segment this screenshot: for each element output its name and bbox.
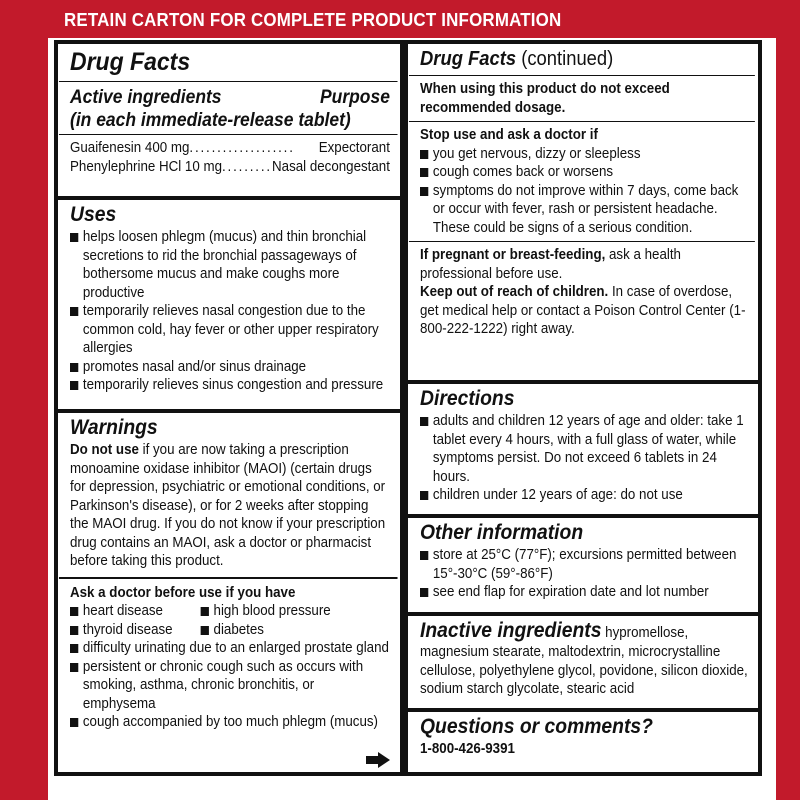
active-ingredients-heading: Active ingredients: [70, 87, 222, 108]
when-using-paragraph: When using this product do not exceed recommended dosage.: [420, 81, 670, 116]
phone-number: 1-800-426-9391: [420, 741, 515, 757]
list-item: symptoms do not improve within 7 days, come back or occur with fever, rash or persistent headache. These could be signs of a serious condition.: [420, 182, 748, 238]
list-item: persistent or chronic cough such as occurs with smoking, asthma, chronic bronchitis, or emphysema: [70, 658, 390, 714]
list-item: temporarily relieves sinus congestion and pressure: [70, 376, 390, 395]
tablet-note: (in each immediate-release tablet): [70, 110, 351, 131]
list-item: thyroid disease: [70, 621, 201, 640]
warnings-box: [58, 413, 400, 772]
list-item: promotes nasal and/or sinus drainage: [70, 358, 390, 377]
active-ingredients-box: [58, 44, 400, 196]
list-item: diabetes: [201, 621, 332, 640]
ingredient-row: Guaifenesin 400 mg ................... Expectorant: [70, 140, 390, 156]
list-item: store at 25°C (77°F); excursions permitted between 15°-30°C (59°-86°F): [420, 546, 748, 583]
list-item: helps loosen phlegm (mucus) and thin bronchial secretions to rid the bronchial passageways of bothersome mucus and make coughs more productive: [70, 228, 390, 302]
ask-doctor-heading: Ask a doctor before use if you have: [70, 584, 296, 601]
directions-box: [408, 384, 758, 514]
list-item: cough accompanied by too much phlegm (mucus): [70, 713, 390, 732]
inactive-ingredients-paragraph: Inactive ingredients hypromellose, magnesium stearate, maltodextrin, microcrystalline cellulose, polyethylene glycol, povidone, silicon dioxide, sodium starch glycolate, stearic acid: [420, 619, 748, 697]
list-item: temporarily relieves nasal congestion due to the common cold, hay fever or other upper respiratory allergies: [70, 302, 390, 358]
list-item: adults and children 12 years of age and older: take 1 tablet every 4 hours, with a full glass of water, while symptoms persist. Do not exceed 6 tablets in 24 hours.: [420, 412, 748, 486]
list-item: high blood pressure: [201, 602, 332, 621]
carton-edge-left: [0, 0, 48, 800]
questions-heading: Questions or comments?: [420, 715, 653, 738]
list-item: see end flap for expiration date and lot number: [420, 583, 748, 602]
continue-arrow-icon: [366, 756, 378, 764]
directions-heading: Directions: [420, 387, 515, 410]
drug-facts-continued-title: Drug Facts (continued): [420, 48, 614, 70]
list-item: heart disease: [70, 602, 201, 621]
carton-edge-right: [776, 0, 800, 800]
uses-heading: Uses: [70, 203, 117, 226]
list-item: children under 12 years of age: do not use: [420, 486, 748, 505]
other-information-heading: Other information: [420, 521, 584, 544]
drug-facts-title: Drug Facts: [70, 48, 191, 76]
pregnant-paragraph: If pregnant or breast-feeding, ask a health professional before use.: [420, 247, 681, 282]
list-item: cough comes back or worsens: [420, 163, 748, 182]
retain-carton-banner: RETAIN CARTON FOR COMPLETE PRODUCT INFORMATION: [64, 10, 562, 30]
purpose-heading: Purpose: [319, 87, 390, 108]
continue-arrow-head-icon: [378, 752, 390, 768]
other-information-box: [408, 518, 758, 612]
list-item: difficulty urinating due to an enlarged prostate gland: [70, 639, 390, 658]
warnings-heading: Warnings: [70, 416, 158, 439]
list-item: you get nervous, dizzy or sleepless: [420, 145, 748, 164]
questions-box: [408, 712, 758, 772]
keep-out-paragraph: Keep out of reach of children. In case of overdose, get medical help or contact a Poison Control Center (1-800-222-1222) right away.: [420, 284, 746, 337]
uses-box: [58, 200, 400, 409]
inactive-ingredients-box: [408, 616, 758, 708]
warnings-continued-box: [408, 44, 758, 380]
do-not-use-paragraph: Do not use if you are now taking a prescription monoamine oxidase inhibitor (MAOI) (certain drugs for depression, psychiatric or emotional conditions, or Parkinson's disease), or for 2 weeks after stopping the MAOI drug. If you do not know if your prescription drug contains an MAOI, ask a doctor or pharmacist before taking this product.: [70, 442, 386, 569]
ingredient-row: Phenylephrine HCl 10 mg ......... Nasal decongestant: [70, 158, 390, 175]
stop-use-heading: Stop use and ask a doctor if: [420, 127, 598, 143]
